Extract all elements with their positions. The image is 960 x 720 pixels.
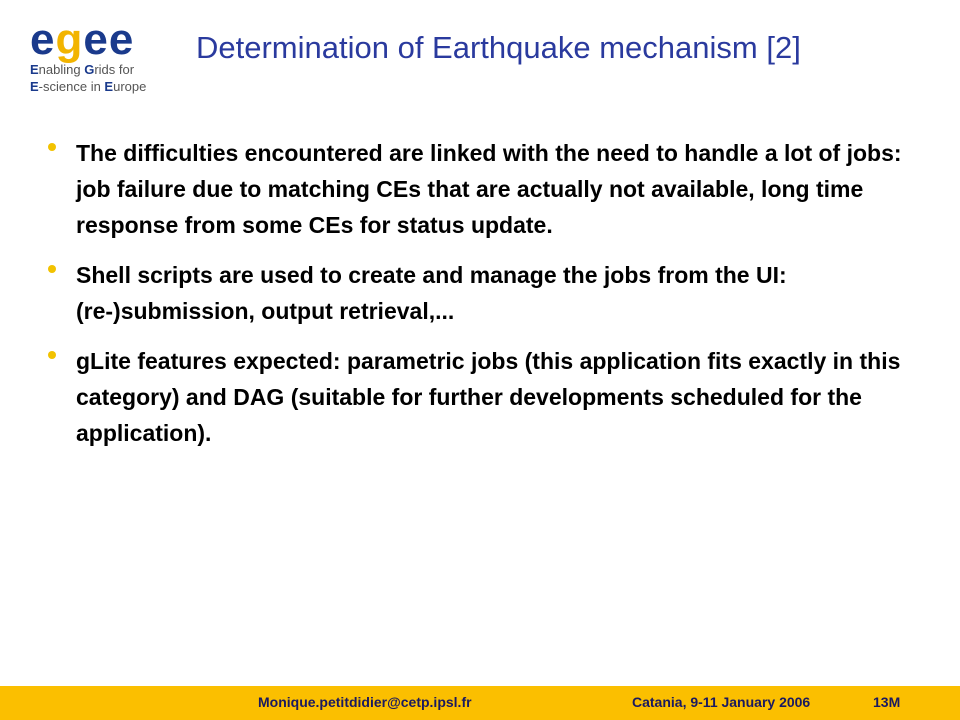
logo-tagline-line1: Enabling Grids for <box>30 62 135 77</box>
bullet-text: Shell scripts are used to create and manage the jobs from the UI: (re-)submission, output retrieval,... <box>76 262 806 324</box>
bullet-text: The difficulties encountered are linked with the need to handle a lot of jobs: job failure due to matching CEs that are actually not available, long time response from some CEs for status update. <box>76 140 902 238</box>
bullet-dot-icon <box>48 351 56 359</box>
bullet-dot-icon <box>48 265 56 273</box>
footer-bar <box>0 686 960 720</box>
egee-logo <box>30 15 150 94</box>
bullet-dot-icon <box>48 143 56 151</box>
logo-letter-e1: e <box>30 15 54 64</box>
bullet-item <box>48 257 928 329</box>
logo-letter-g: g <box>55 15 82 64</box>
bullet-list <box>48 135 928 465</box>
bullet-item <box>48 343 928 451</box>
logo-letter-e2: e <box>83 15 107 64</box>
logo-letter-e3: e <box>108 15 133 64</box>
footer-slide-number: 13M <box>873 694 901 710</box>
egee-logo-mark <box>30 15 150 64</box>
bullet-text: gLite features expected: parametric jobs (this application fits exactly in this category) and DAG (suitable for further developments scheduled for the application). <box>76 348 901 446</box>
bullet-item <box>48 135 928 243</box>
footer-email: Monique.petitdidier@cetp.ipsl.fr <box>258 694 472 710</box>
slide-title: Determination of Earthquake mechanism [2] <box>196 30 801 65</box>
logo-tagline-line2: E-science in Europe <box>30 79 147 94</box>
footer-event: Catania, 9-11 January 2006 <box>632 694 811 710</box>
